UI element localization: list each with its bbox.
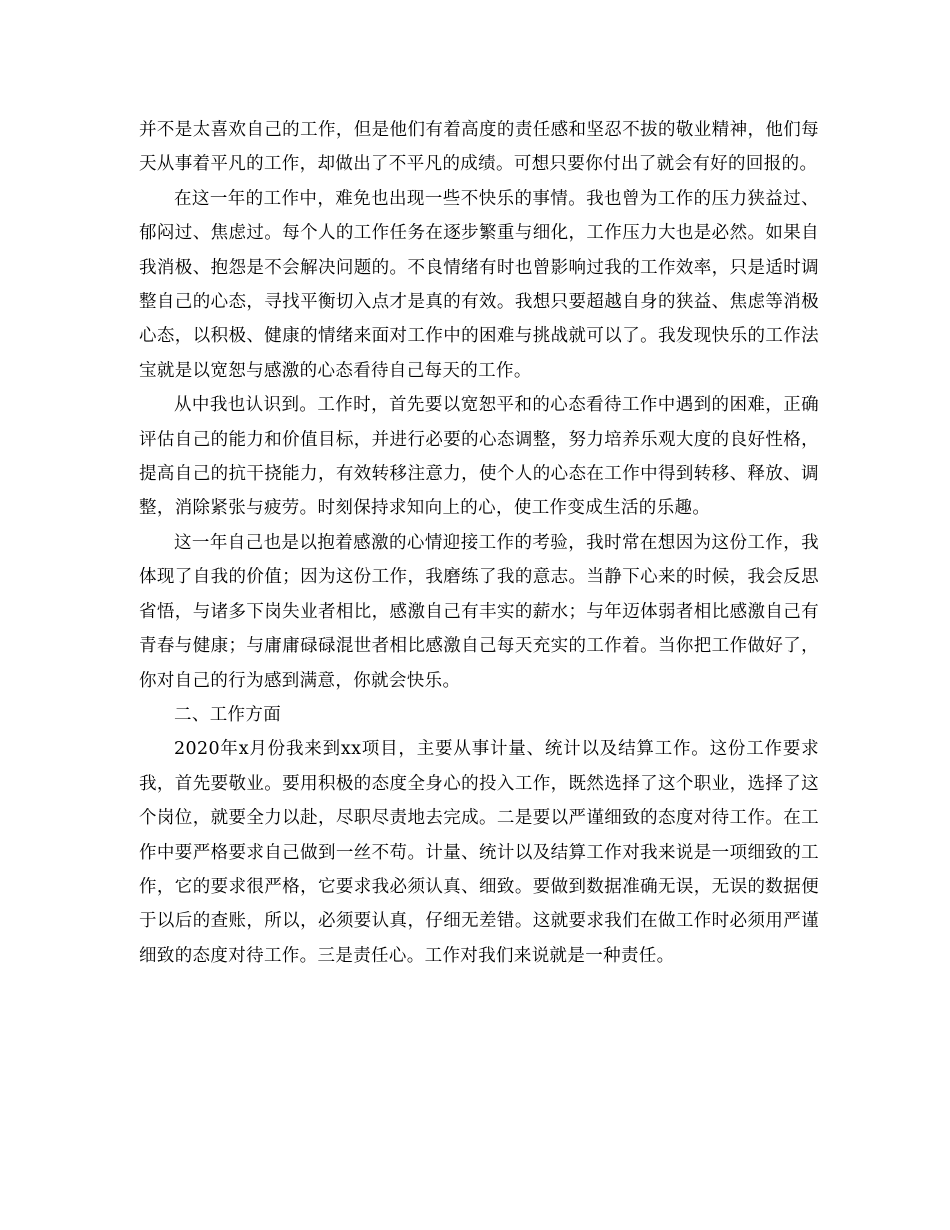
section-heading: 二、工作方面 xyxy=(174,704,282,725)
paragraph-realization: 从中我也认识到。工作时，首先要以宽恕平和的心态看待工作中遇到的困难，正确评估自己的能力和价值目标，并进行必要的心态调整，努力培养乐观大度的良好性格，提高自己的抗干挠能力，有效转移注意力，使个人的心态在工作中得到转移、释放、调整，消除紧张与疲劳。时刻保持求知向上的心，使工作变成生活的乐趣。 xyxy=(139,395,819,519)
paragraph-work: 2020年x月份我来到xx项目，主要从事计量、统计以及结算工作。这份工作要求我，首先要敬业。要用积极的态度全身心的投入工作，既然选择了这个职业，选择了这个岗位，就要全力以赴，尽职尽责地去完成。二是要以严谨细致的态度对待工作。在工作中要严格要求自己做到一丝不苟。计量、统计以及结算工作对我来说是一项细致的工作，它的要求很严格，它要求我必须认真、细致。要做到数据准确无误，无误的数据便于以后的查账，所以，必须要认真，仔细无差错。这就要求我们在做工作时必须用严谨细致的态度对待工作。三是责任心。工作对我们来说就是一种责任。 xyxy=(139,739,819,966)
paragraph-gratitude: 这一年自己也是以抱着感激的心情迎接工作的考验，我时常在想因为这份工作，我体现了自我的价值；因为这份工作，我磨练了我的意志。当静下心来的时候，我会反思省悟，与诸多下岗失业者相比，感激自己有丰实的薪水；与年迈体弱者相比感激自己有青春与健康；与庸庸碌碌混世者相比感激自己每天充实的工作着。当你把工作做好了，你对自己的行为感到满意，你就会快乐。 xyxy=(139,532,819,691)
paragraph-mood: 在这一年的工作中，难免也出现一些不快乐的事情。我也曾为工作的压力狭益过、郁闷过、焦虑过。每个人的工作任务在逐步繁重与细化，工作压力大也是必然。如果自我消极、抱怨是不会解决问题的。不良情绪有时也曾影响过我的工作效率，只是适时调整自己的心态，寻找平衡切入点才是真的有效。我想只要超越自身的狭益、焦虑等消极心态，以积极、健康的情绪来面对工作中的困难与挑战就可以了。我发现快乐的工作法宝就是以宽恕与感激的心态看待自己每天的工作。 xyxy=(139,188,819,381)
document-page xyxy=(139,113,819,973)
paragraph-continuation: 并不是太喜欢自己的工作，但是他们有着高度的责任感和坚忍不拔的敬业精神，他们每天从事着平凡的工作，却做出了不平凡的成绩。可想只要你付出了就会有好的回报的。 xyxy=(139,120,819,175)
